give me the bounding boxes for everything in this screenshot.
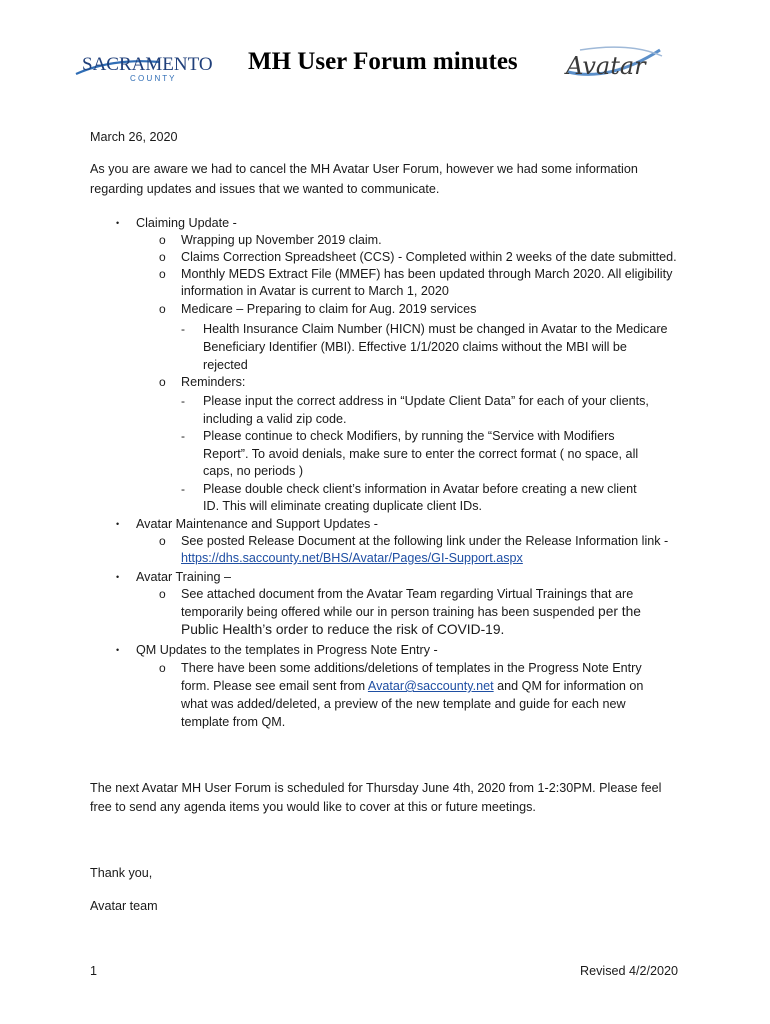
training-text-large: per the xyxy=(598,604,641,619)
list-item-continuation: what was added/deleted, a preview of the new template and guide for each new xyxy=(181,697,626,711)
dash-marker: - xyxy=(181,394,185,408)
page-title: MH User Forum minutes xyxy=(248,48,518,75)
list-item: See attached document from the Avatar Team regarding Virtual Trainings that are xyxy=(181,587,634,601)
sub-item-continuation: caps, no periods ) xyxy=(203,464,304,478)
circle-marker: o xyxy=(159,375,166,389)
circle-marker: o xyxy=(159,267,166,281)
sub-item-continuation: Beneficiary Identifier (MBI). Effective 1/1/2020 claims without the MBI will be xyxy=(203,340,627,354)
list-item: See posted Release Document at the following link under the Release Information link - xyxy=(181,534,669,548)
list-item: Wrapping up November 2019 claim. xyxy=(181,233,382,247)
list-item: Claims Correction Spreadsheet (CCS) - Completed within 2 weeks of the date submitted. xyxy=(181,250,677,264)
list-item: There have been some additions/deletions of templates in the Progress Note Entry xyxy=(181,661,642,675)
next-forum-line: free to send any agenda items you would like to cover at this or future meetings. xyxy=(90,800,536,814)
intro-line: As you are aware we had to cancel the MH Avatar User Forum, however we had some information xyxy=(90,162,638,176)
circle-marker: o xyxy=(159,233,166,247)
signature: Avatar team xyxy=(90,899,158,913)
circle-marker: o xyxy=(159,250,166,264)
circle-marker: o xyxy=(159,587,166,601)
closing-thanks: Thank you, xyxy=(90,866,153,880)
svg-text:SACRAMENTO: SACRAMENTO xyxy=(82,54,213,75)
svg-text:Avatar: Avatar xyxy=(566,52,646,80)
email-link[interactable]: Avatar@saccounty.net xyxy=(367,679,494,693)
list-item-continuation: information in Avatar is current to March 1, 2020 xyxy=(181,284,449,298)
sub-item-continuation: rejected xyxy=(203,358,248,372)
sub-item: Please continue to check Modifiers, by running the “Service with Modifiers xyxy=(203,429,615,443)
sub-item: Health Insurance Claim Number (HICN) must be changed in Avatar to the Medicare xyxy=(203,322,668,336)
intro-line: regarding updates and issues that we wanted to communicate. xyxy=(90,182,440,196)
list-item: Monthly MEDS Extract File (MMEF) has been updated through March 2020. All eligibility xyxy=(181,267,673,281)
qm-text: form. Please see email sent from xyxy=(181,679,366,693)
circle-marker: o xyxy=(159,534,166,548)
list-item-continuation: Public Health’s order to reduce the risk of COVID-19. xyxy=(181,622,505,637)
meeting-date: March 26, 2020 xyxy=(90,130,178,144)
section-title-claiming: Claiming Update - xyxy=(136,216,237,230)
sacramento-county-logo xyxy=(72,48,220,84)
list-item: Medicare – Preparing to claim for Aug. 2019 services xyxy=(181,302,477,316)
bullet-marker: • xyxy=(116,572,120,582)
section-title-qm: QM Updates to the templates in Progress Note Entry - xyxy=(136,643,438,657)
sub-item-continuation: ID. This will eliminate creating duplicate client IDs. xyxy=(203,499,483,513)
svg-text:C O U N T Y: C O U N T Y xyxy=(130,74,175,83)
next-forum-line: The next Avatar MH User Forum is scheduled for Thursday June 4th, 2020 from 1-2:30PM. Please feel xyxy=(90,781,662,795)
list-item: Reminders: xyxy=(181,375,246,389)
list-item-continuation: template from QM. xyxy=(181,715,286,729)
list-item-continuation xyxy=(181,603,641,621)
sub-item: Please input the correct address in “Update Client Data” for each of your clients, xyxy=(203,394,649,408)
revised-date: Revised 4/2/2020 xyxy=(580,964,679,978)
dash-marker: - xyxy=(181,322,185,336)
bullet-marker: • xyxy=(116,218,120,228)
sub-item-continuation: Report”. To avoid denials, make sure to enter the correct format ( no space, all xyxy=(203,447,639,461)
section-title-maintenance: Avatar Maintenance and Support Updates - xyxy=(136,517,378,531)
page-number: 1 xyxy=(90,964,98,978)
training-text: temporarily being offered while our in person training has been suspended xyxy=(181,605,595,619)
support-page-link[interactable]: https://dhs.saccounty.net/BHS/Avatar/Pages/GI-Support.aspx xyxy=(181,551,523,565)
circle-marker: o xyxy=(159,302,166,316)
dash-marker: - xyxy=(181,429,185,443)
section-title-training: Avatar Training – xyxy=(136,570,231,584)
dash-marker: - xyxy=(181,482,185,496)
circle-marker: o xyxy=(159,661,166,675)
avatar-logo xyxy=(560,42,666,84)
list-item-continuation xyxy=(181,677,643,695)
qm-text: and QM for information on xyxy=(497,679,644,693)
bullet-marker: • xyxy=(116,645,120,655)
bullet-marker: • xyxy=(116,519,120,529)
sub-item: Please double check client’s information in Avatar before creating a new client xyxy=(203,482,637,496)
sub-item-continuation: including a valid zip code. xyxy=(203,412,347,426)
